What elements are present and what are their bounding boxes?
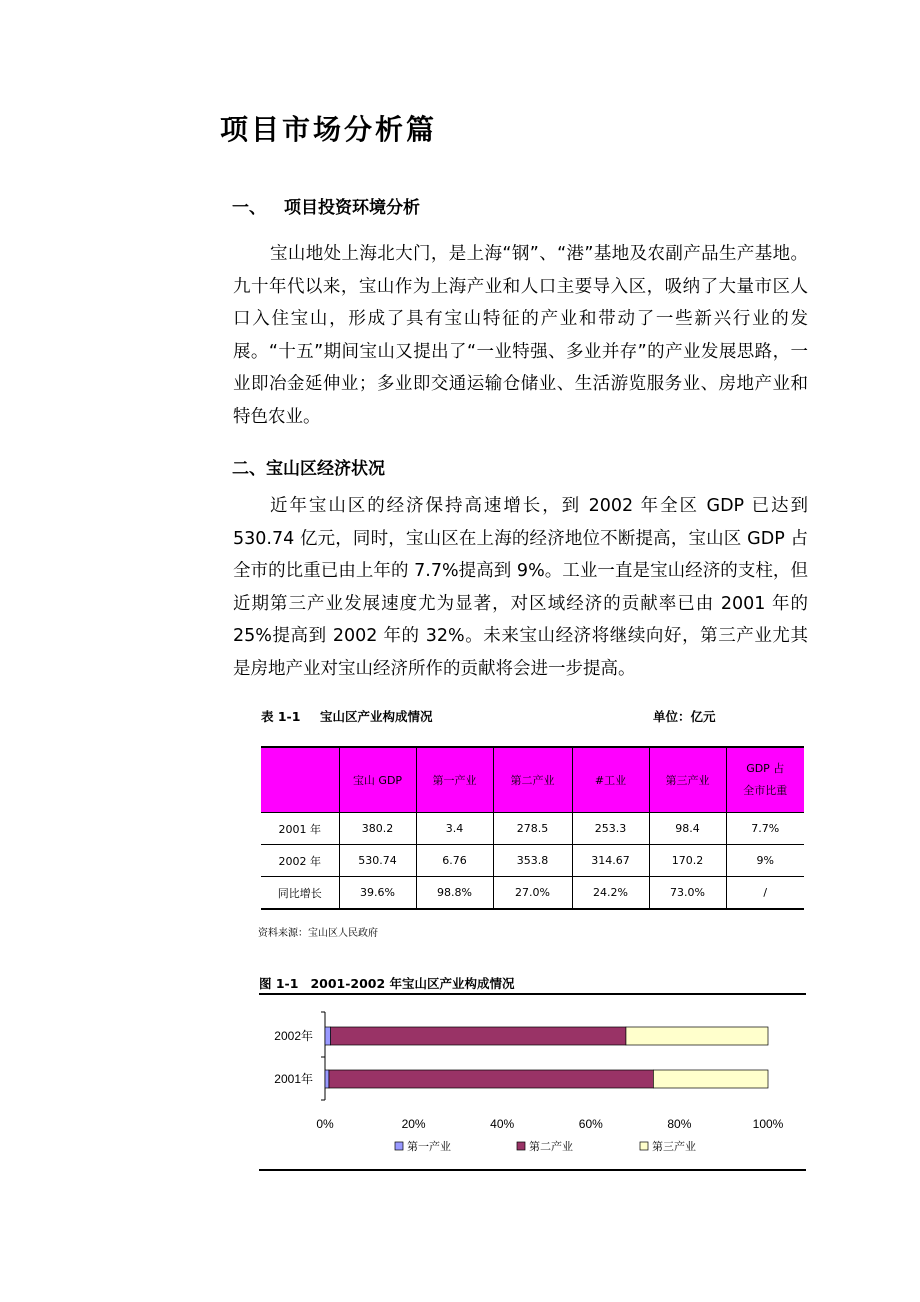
legend-swatch	[640, 1142, 648, 1150]
x-tick-label: 100%	[752, 1117, 784, 1131]
table-header-cell: 宝山 GDP	[339, 747, 416, 813]
table-row	[261, 877, 804, 910]
page-title: 项目市场分析篇	[220, 113, 438, 146]
table-cell: 2002 年	[261, 845, 339, 877]
table-cell: 2001 年	[261, 813, 339, 845]
table-cell: 98.4	[649, 813, 726, 845]
legend-swatch	[517, 1142, 525, 1150]
industry-structure-table	[261, 746, 804, 910]
table-cell: 380.2	[339, 813, 416, 845]
table-cell: 278.5	[493, 813, 572, 845]
bar-segment	[329, 1070, 653, 1088]
bar-segment	[325, 1027, 331, 1045]
table-header-cell: #工业	[572, 747, 649, 813]
gdp-share-header-line2: 全市比重	[743, 784, 788, 797]
x-tick-label: 0%	[316, 1117, 334, 1131]
gdp-share-header-line1: GDP 占	[746, 762, 785, 775]
table-header-cell: 第一产业	[416, 747, 493, 813]
figure-title: 2001-2002 年宝山区产业构成情况	[310, 976, 515, 991]
table-cell: 3.4	[416, 813, 493, 845]
table-cell: 同比增长	[261, 877, 339, 910]
x-tick-label: 20%	[401, 1117, 426, 1131]
table-cell: 7.7%	[726, 813, 804, 845]
legend-swatch	[395, 1142, 403, 1150]
category-label: 2002年	[274, 1029, 313, 1043]
figure-bottom-rule	[259, 1169, 806, 1171]
table-cell: 39.6%	[339, 877, 416, 910]
x-tick-label: 60%	[578, 1117, 603, 1131]
section1-paragraph: 宝山地处上海北大门，是上海“钢”、“港”基地及农副产品生产基地。九十年代以来，宝山作为上海产业和人口主要导入区，吸纳了大量市区人口入住宝山，形成了具有宝山特征的产业和带动了一些新兴行业的发展。“十五”期间宝山又提出了“一业特强、多业并存”的产业发展思路，一业即冶金延伸业；多业即交通运输仓储业、生活游览服务业、房地产业和特色农业。	[233, 244, 808, 427]
table-header-cell	[261, 747, 339, 813]
table-title: 宝山区产业构成情况	[320, 709, 433, 724]
table-cell: 73.0%	[649, 877, 726, 910]
section1-heading-text: 项目投资环境分析	[284, 198, 420, 218]
table-cell: 253.3	[572, 813, 649, 845]
table-label: 表 1-1	[261, 709, 301, 724]
table-header-row	[261, 747, 804, 813]
table-unit: 单位：亿元	[653, 709, 716, 724]
table-cell: 98.8%	[416, 877, 493, 910]
table-row	[261, 813, 804, 845]
table-cell: 353.8	[493, 845, 572, 877]
table-cell: 530.74	[339, 845, 416, 877]
legend-label: 第三产业	[652, 1140, 696, 1153]
x-tick-label: 80%	[667, 1117, 692, 1131]
figure-label: 图 1-1	[259, 976, 299, 991]
bar-segment	[325, 1070, 329, 1088]
table-cell: 24.2%	[572, 877, 649, 910]
bar-segment	[653, 1070, 768, 1088]
table-header-cell	[726, 747, 804, 813]
bar-segment	[331, 1027, 626, 1045]
table-row	[261, 845, 804, 877]
table-cell: 170.2	[649, 845, 726, 877]
industry-structure-chart	[259, 1000, 806, 1165]
figure-caption	[259, 974, 806, 995]
table-header-cell: 第三产业	[649, 747, 726, 813]
section1-number: 一、	[232, 198, 266, 218]
table-cell: 27.0%	[493, 877, 572, 910]
category-label: 2001年	[274, 1072, 313, 1086]
section2-paragraph: 近年宝山区的经济保持高速增长，到 2002 年全区 GDP 已达到 530.74 亿元，同时，宝山区在上海的经济地位不断提高，宝山区 GDP 占全市的比重已由上年的 7.7%提高到 9%。工业一直是宝山经济的支柱，但近期第三产业发展速度尤为显著，对区域经济的贡献率已由 2001 年的 25%提高到 2002 年的 32%。未来宝山经济将继续向好，第三产业尤其是房地产业对宝山经济所作的贡献将会进一步提高。	[233, 496, 808, 679]
table-cell: 6.76	[416, 845, 493, 877]
table-cell: /	[726, 877, 804, 910]
bar-segment	[626, 1027, 768, 1045]
table-cell: 314.67	[572, 845, 649, 877]
section1-heading	[232, 193, 420, 218]
table-header-cell: 第二产业	[493, 747, 572, 813]
legend-label: 第二产业	[529, 1140, 573, 1153]
x-tick-label: 40%	[490, 1117, 515, 1131]
legend-label: 第一产业	[407, 1140, 451, 1153]
table-source-note: 资料来源：宝山区人民政府	[258, 928, 378, 939]
section2-heading: 二、宝山区经济状况	[232, 459, 385, 479]
table-cell: 9%	[726, 845, 804, 877]
